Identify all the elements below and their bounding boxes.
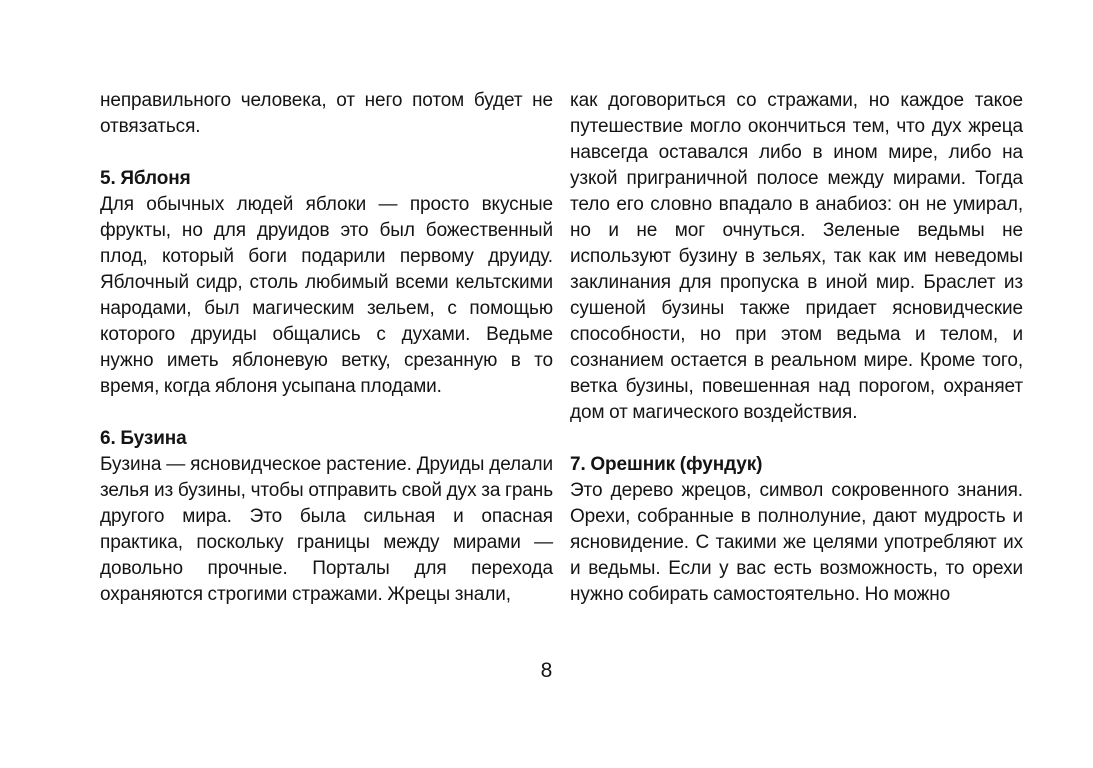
page-number: 8: [540, 659, 553, 682]
section-6-paragraph: Бузина — ясновидческое растение. Друиды делали зелья из бузины, чтобы отправить свой дух за грань другого мира. Это была сильная и опасная практика, поскольку границы между мирами — довольно прочные. Порталы для перехода охраняются строгими стражами. Жрецы знали,: [100, 454, 553, 605]
section-5-paragraph: Для обычных людей яблоки — просто вкусные фрукты, но для друидов это был божественный плод, который боги подарили первому друиду. Яблочный сидр, столь любимый всеми кельтскими народами, был магическим зельем, с помощью которого друиды общались с духами. Ведьме нужно иметь яблоневую ветку, срезанную в то время, когда яблоня усыпана плодами.: [100, 194, 553, 397]
right-column: [570, 88, 1023, 608]
section-heading-apple: 5. Яблоня: [100, 168, 191, 189]
section-7-paragraph: Это дерево жрецов, символ сокровенного знания. Орехи, собранные в полнолуние, дают мудрость и ясновидение. С такими же целями употребляют их и ведьмы. Если у вас есть возможность, то орехи нужно собирать самостоятельно. Но можно: [570, 480, 1023, 605]
section-heading-hazel: 7. Орешник (фундук): [570, 454, 763, 475]
text-columns: [100, 88, 1023, 608]
left-column: [100, 88, 553, 608]
section-6-paragraph-continuation: как договориться со стражами, но каждое такое путешествие могло окончиться тем, что дух жреца навсегда оставался либо в ином мире, либо на узкой приграничной полосе между мирами. Тогда тело его словно впадало в анабиоз: он не умирал, но и не мог очнуться. Зеленые ведьмы не используют бузину в зельях, так как им неведомы заклинания для пропуска в иной мир. Браслет из сушеной бузины также придает ясновидческие способности, но при этом ведьма и телом, и сознанием остается в реальном мире. Кроме того, ветка бузины, повешенная над порогом, охраняет дом от магического воздействия.: [570, 90, 1023, 423]
paragraph-continuation: неправильного человека, от него потом будет не отвязаться.: [100, 90, 553, 137]
section-heading-elder: 6. Бузина: [100, 428, 187, 449]
